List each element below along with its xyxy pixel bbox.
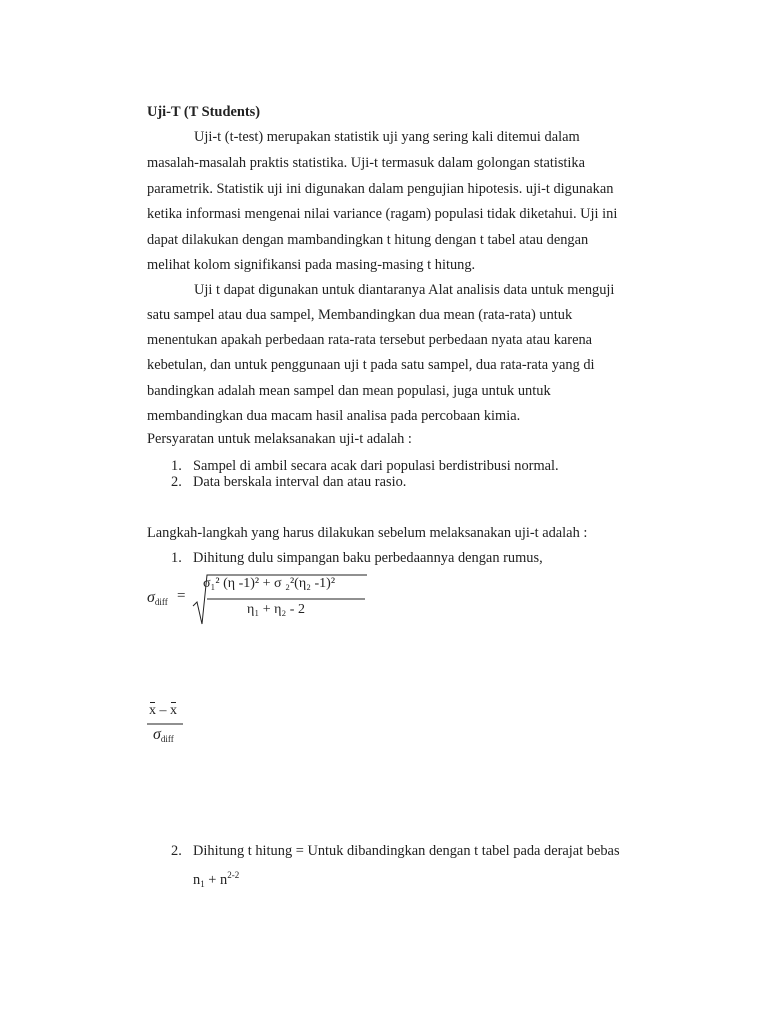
- list-number: 2.: [171, 474, 182, 490]
- paragraph2-line: menentukan apakah perbedaan rata-rata tersebut perbedaan nyata atau karena: [147, 332, 593, 348]
- formula-lhs: $\sigma_{diff}$: [147, 589, 168, 607]
- paragraph2-line: kebetulan, dan untuk penggunaan uji t pada satu sampel, dua rata-rata yang di: [147, 357, 595, 373]
- paragraph1-line: masalah-masalah praktis statistika. Uji-t termasuk dalam golongan statistika: [147, 155, 586, 171]
- step2-continuation: $n_1 + n^{2-2}$: [193, 870, 240, 889]
- steps-intro: Langkah-langkah yang harus dilakukan sebelum melaksanakan uji-t adalah :: [147, 525, 588, 541]
- fraction-bar: [147, 723, 187, 725]
- formula-equals: =: [177, 588, 186, 604]
- step-text: Dihitung t hitung = Untuk dibandingkan dengan t tabel pada derajat bebas: [193, 843, 620, 859]
- step-item: [171, 842, 620, 860]
- paragraph2-line: bandingkan adalah mean sampel dan mean populasi, juga untuk untuk: [147, 383, 551, 399]
- formula-t-statistic: [147, 700, 197, 748]
- paragraph1-line: parametrik. Statistik uji ini digunakan dalam pengujian hipotesis. uji-t digunakan: [147, 181, 614, 197]
- list-text: Sampel di ambil secara acak dari populasi berdistribusi normal.: [193, 458, 559, 474]
- document-heading: Uji-T (T Students): [147, 104, 261, 120]
- list-number: 1.: [171, 458, 182, 474]
- list-text: Data berskala interval dan atau rasio.: [193, 474, 407, 490]
- formula-numerator: σ₁² (η -1)² + σ ₂²(η₂ -1)²: [203, 576, 336, 591]
- paragraph2-line: membandingkan dua macam hasil analisa pada percobaan kimia.: [147, 408, 521, 424]
- list-item: [171, 473, 406, 491]
- paragraph2-line: Uji t dapat digunakan untuk diantaranya Alat analisis data untuk menguji: [194, 282, 615, 298]
- formula-denominator: $\sigma_{diff}$: [153, 726, 174, 744]
- step-number: 2.: [171, 843, 182, 859]
- paragraph1-line: ketika informasi mengenai nilai variance (ragam) populasi tidak diketahui. Uji ini: [147, 206, 618, 222]
- formula-denominator: η₁ + η₂ - 2: [247, 602, 305, 617]
- formula-sigma-diff: [147, 572, 377, 628]
- requirements-intro: Persyaratan untuk melaksanakan uji-t adalah :: [147, 431, 412, 447]
- paragraph1-line: Uji-t (t-test) merupakan statistik uji yang sering kali ditemui dalam: [194, 129, 580, 145]
- paragraph2-line: satu sampel atau dua sampel, Membandingkan dua mean (rata-rata) untuk: [147, 307, 573, 323]
- paragraph1-line: melihat kolom signifikansi pada masing-masing t hitung.: [147, 257, 476, 273]
- paragraph1-line: dapat dilakukan dengan mambandingkan t hitung dengan t tabel atau dengan: [147, 232, 589, 248]
- step-number: 1.: [171, 550, 182, 566]
- step-item: [171, 549, 543, 567]
- step-text: Dihitung dulu simpangan baku perbedaannya dengan rumus,: [193, 550, 543, 566]
- formula-numerator: x – x: [149, 703, 177, 718]
